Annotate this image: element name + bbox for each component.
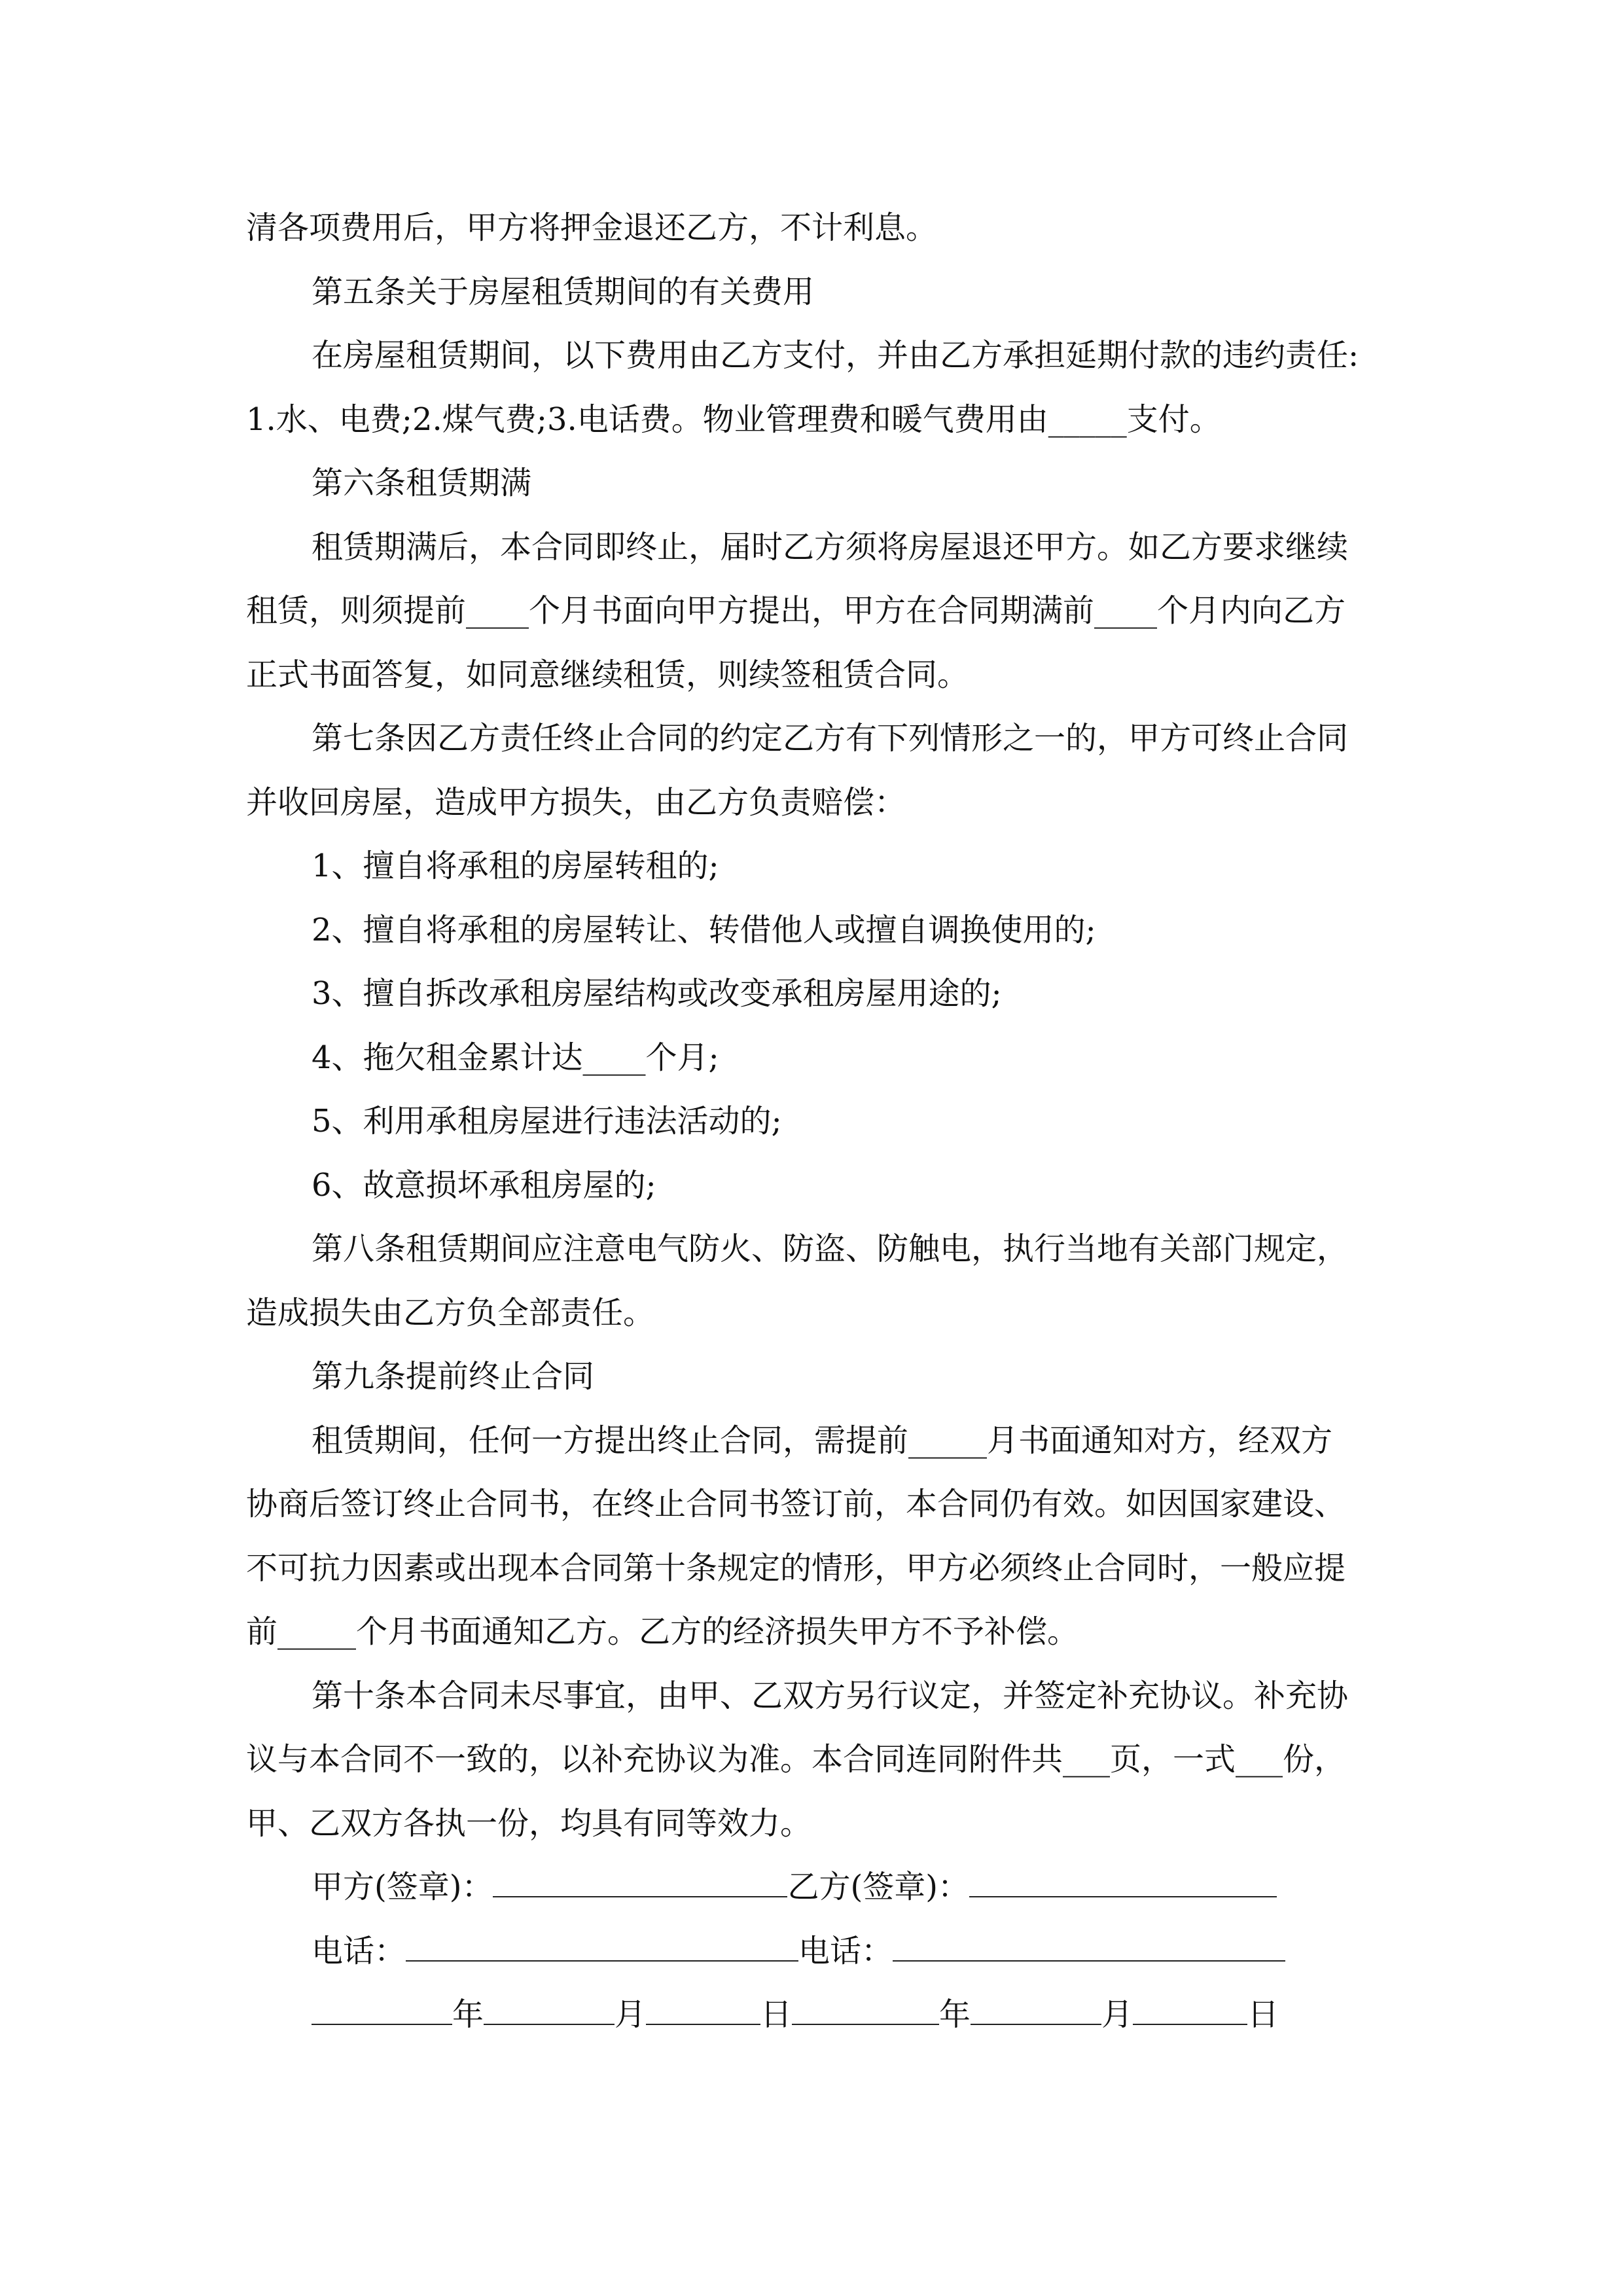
party-a-phone-blank bbox=[406, 1934, 798, 1962]
paragraph-line: 在房屋租赁期间，以下费用由乙方支付，并由乙方承担延期付款的违约责任: bbox=[312, 337, 1359, 374]
party-a-day-label: 日 bbox=[760, 1996, 793, 2033]
paragraph-line: 造成损失由乙方负全部责任。 bbox=[246, 1294, 655, 1331]
paragraph-line: 租赁期满后，本合同即终止，届时乙方须将房屋退还甲方。如乙方要求继续 bbox=[312, 528, 1349, 565]
paragraph-line: 不可抗力因素或出现本合同第十条规定的情形，甲方必须终止合同时，一般应提 bbox=[246, 1549, 1346, 1587]
list-item: 4、拖欠租金累计达____个月; bbox=[312, 1039, 719, 1076]
party-b-signature-blank bbox=[969, 1870, 1277, 1897]
party-b-year-blank bbox=[792, 1998, 939, 2025]
signature-row bbox=[246, 1856, 1404, 1920]
party-b-phone-label: 电话： bbox=[798, 1932, 893, 1969]
party-b-signature-label: 乙方(签章)： bbox=[787, 1869, 969, 1905]
paragraph-line: 正式书面答复，如同意继续租赁，则续签租赁合同。 bbox=[246, 656, 969, 693]
paragraph-line: 租赁，则须提前____个月书面向甲方提出，甲方在合同期满前____个月内向乙方 bbox=[246, 592, 1346, 629]
list-item: 5、利用承租房屋进行违法活动的; bbox=[312, 1103, 782, 1139]
party-a-day-blank bbox=[646, 1998, 760, 2025]
paragraph-line: 议与本合同不一致的，以补充协议为准。本合同连同附件共___页，一式___份， bbox=[246, 1741, 1346, 1778]
clause-9-heading: 第九条提前终止合同 bbox=[312, 1358, 595, 1395]
date-row bbox=[246, 1983, 1404, 2047]
clause-8-heading: 第八条租赁期间应注意电气防火、防盗、防触电，执行当地有关部门规定， bbox=[312, 1230, 1349, 1267]
party-a-phone-label: 电话： bbox=[312, 1932, 406, 1969]
party-a-year-blank bbox=[312, 1998, 452, 2025]
clause-10-heading: 第十条本合同未尽事宜，由甲、乙双方另行议定，并签定补充协议。补充协 bbox=[312, 1677, 1349, 1714]
paragraph-line: 并收回房屋，造成甲方损失，由乙方负责赔偿： bbox=[246, 783, 906, 821]
list-item: 6、故意损坏承租房屋的; bbox=[312, 1166, 656, 1204]
paragraph-line: 租赁期间，任何一方提出终止合同，需提前_____月书面通知对方，经双方 bbox=[312, 1422, 1333, 1459]
paragraph-line: 清各项费用后，甲方将押金退还乙方，不计利息。 bbox=[246, 209, 938, 246]
party-b-month-blank bbox=[971, 1998, 1101, 2025]
clause-7-heading: 第七条因乙方责任终止合同的约定乙方有下列情形之一的，甲方可终止合同 bbox=[312, 720, 1349, 757]
party-b-phone-blank bbox=[893, 1934, 1285, 1962]
list-item: 1、擅自将承租的房屋转租的; bbox=[312, 848, 719, 884]
party-b-month-label: 月 bbox=[1101, 1996, 1133, 2033]
party-a-year-label: 年 bbox=[452, 1996, 484, 2033]
phone-row bbox=[246, 1920, 1404, 1984]
clause-6-heading: 第六条租赁期满 bbox=[312, 465, 532, 501]
clause-5-heading: 第五条关于房屋租赁期间的有关费用 bbox=[312, 273, 815, 310]
paragraph-line: 1.水、电费;2.煤气费;3.电话费。物业管理费和暖气费用由_____支付。 bbox=[246, 401, 1221, 438]
paragraph-line: 协商后签订终止合同书，在终止合同书签订前，本合同仍有效。如因国家建设、 bbox=[246, 1486, 1346, 1522]
party-b-year-label: 年 bbox=[939, 1996, 971, 2033]
party-a-signature-label: 甲方(签章)： bbox=[312, 1869, 493, 1905]
party-b-day-label: 日 bbox=[1247, 1996, 1279, 2033]
list-item: 3、擅自拆改承租房屋结构或改变承租房屋用途的; bbox=[312, 975, 1002, 1012]
party-a-month-label: 月 bbox=[615, 1996, 647, 2033]
paragraph-line: 甲、乙双方各执一份，均具有同等效力。 bbox=[246, 1804, 812, 1842]
paragraph-line: 前_____个月书面通知乙方。乙方的经济损失甲方不予补偿。 bbox=[246, 1613, 1079, 1650]
list-item: 2、擅自将承租的房屋转让、转借他人或擅自调换使用的; bbox=[312, 911, 1096, 948]
party-a-month-blank bbox=[484, 1998, 615, 2025]
party-a-signature-blank bbox=[493, 1870, 787, 1897]
party-b-day-blank bbox=[1133, 1998, 1247, 2025]
contract-body bbox=[246, 196, 1404, 2047]
